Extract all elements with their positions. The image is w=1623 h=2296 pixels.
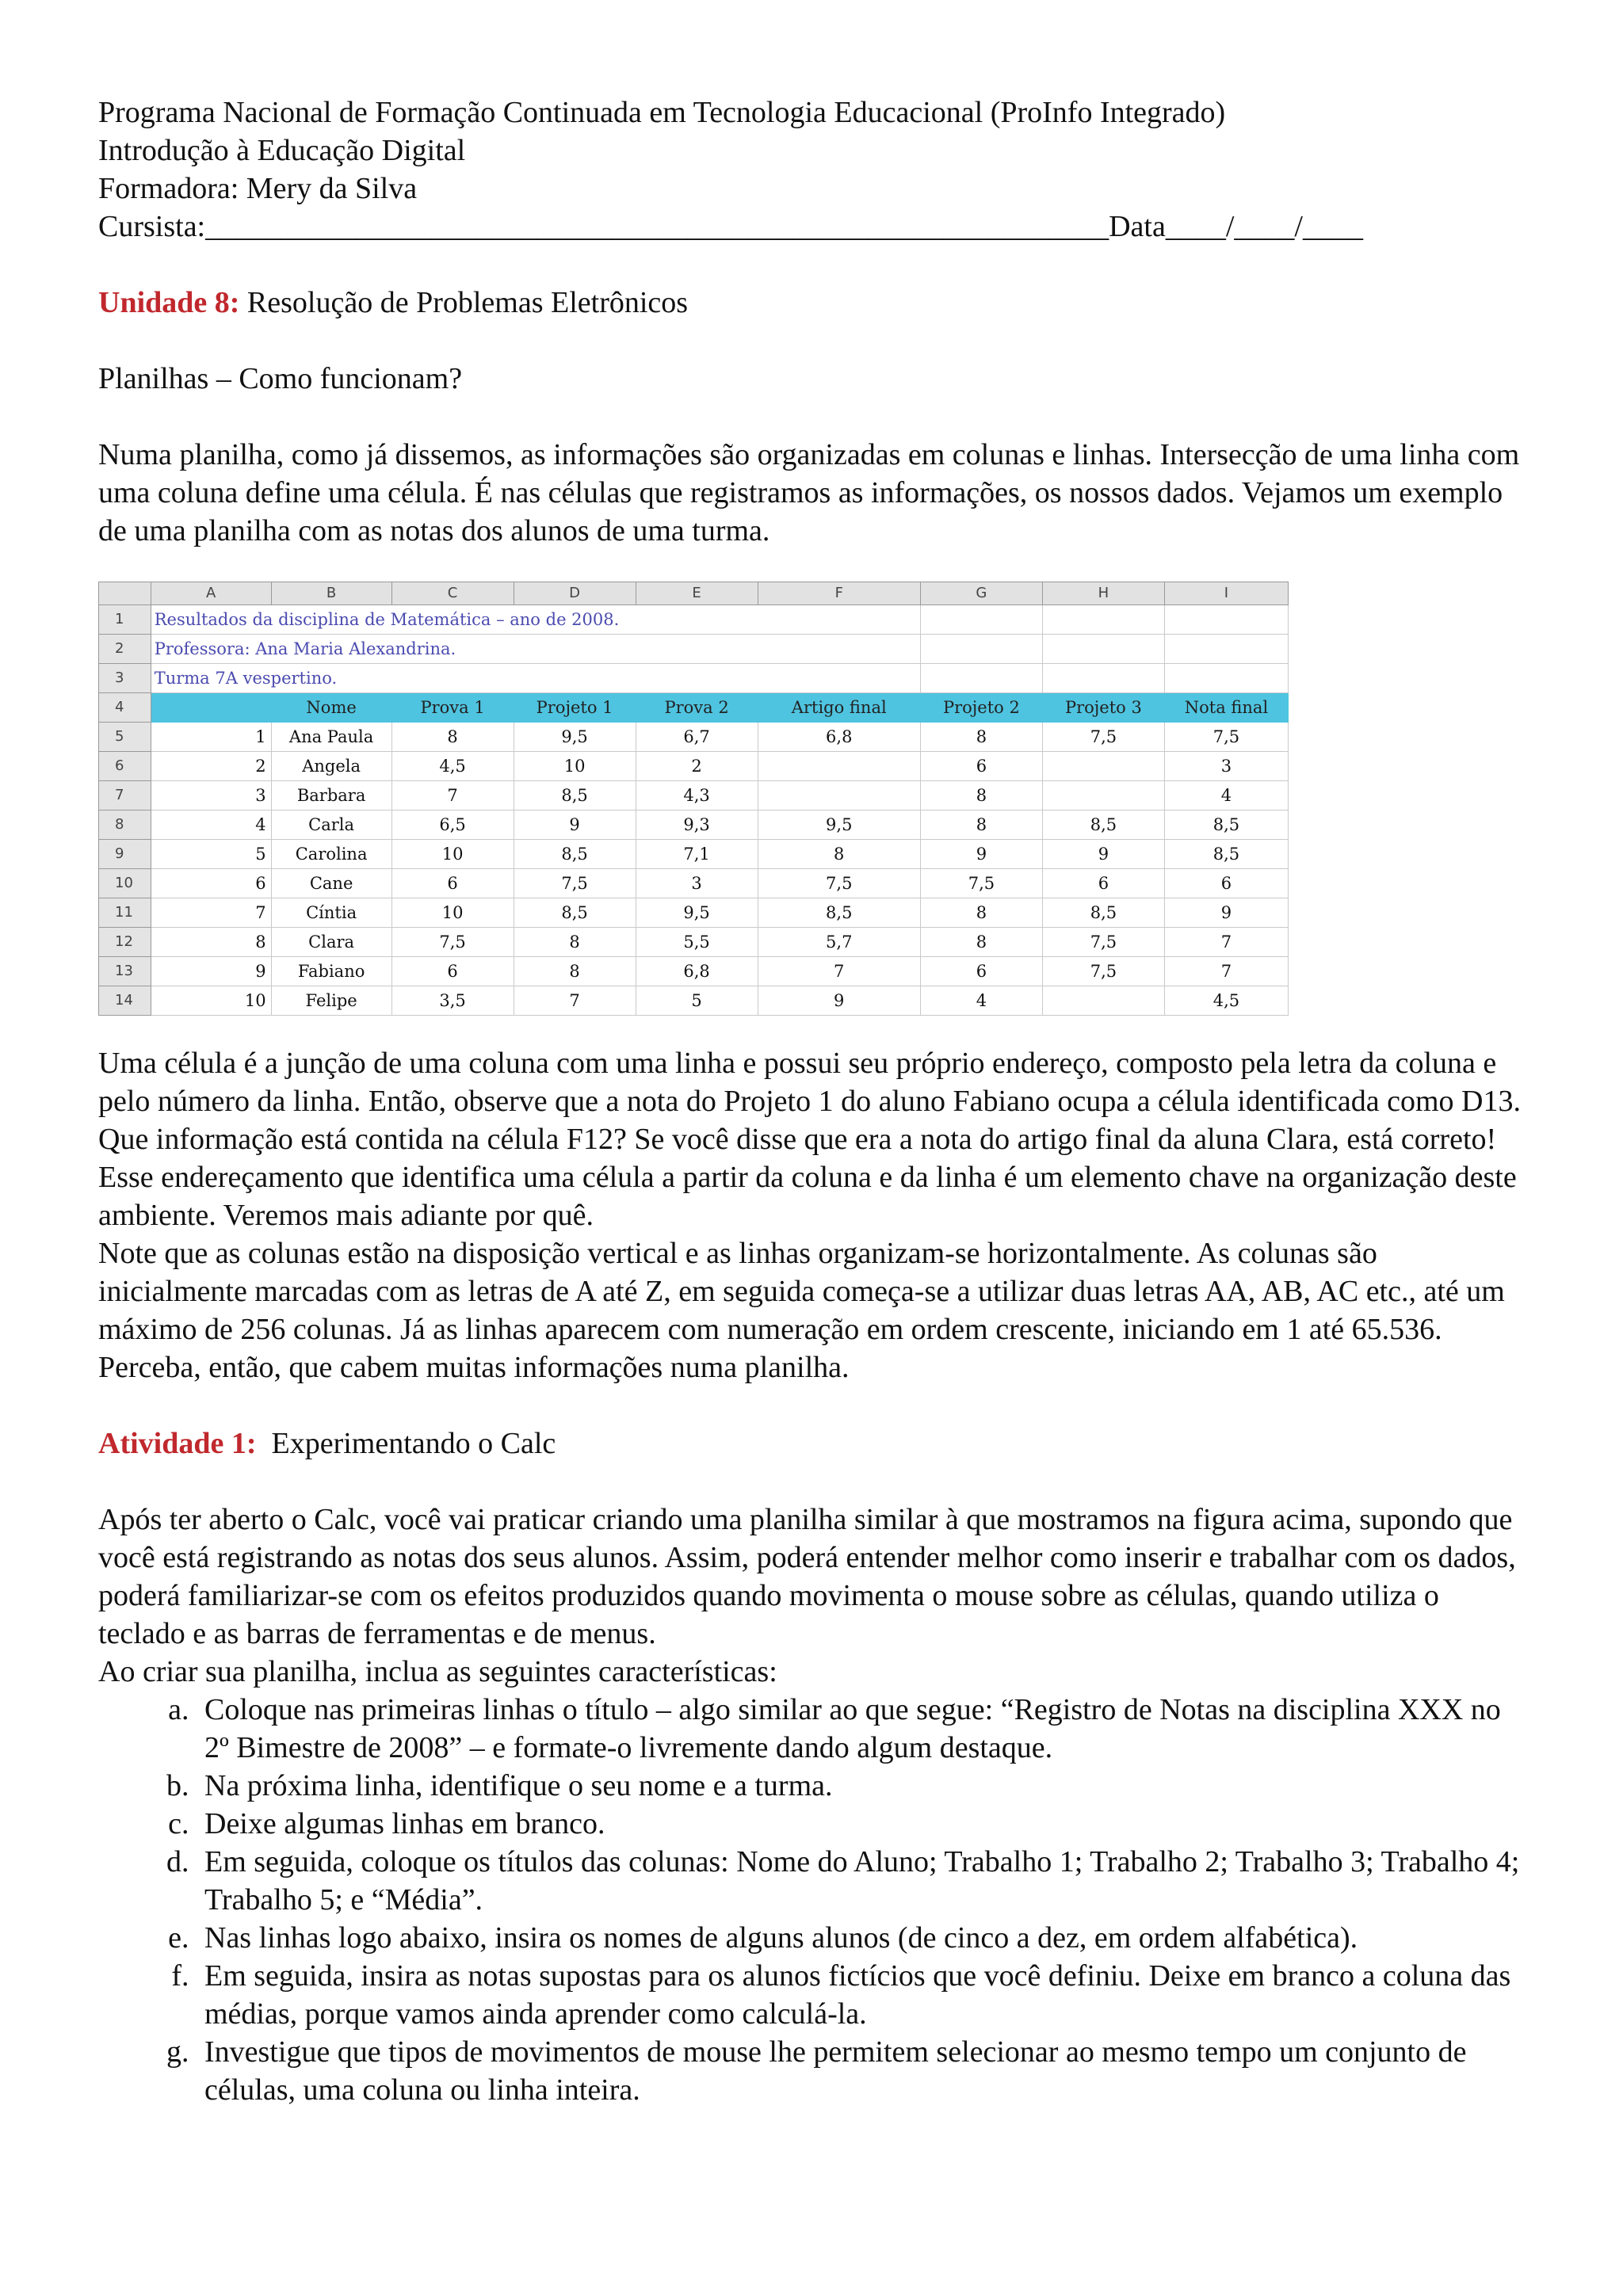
table-cell: 4	[151, 810, 271, 840]
column-letter: D	[514, 582, 636, 605]
table-row	[99, 986, 1289, 1016]
table-cell: 3,5	[391, 986, 514, 1016]
table-cell: 6,8	[758, 723, 920, 752]
empty-cell	[920, 664, 1042, 693]
activity-list	[98, 1691, 1525, 2109]
table-row	[99, 693, 1289, 723]
table-cell: 8	[920, 810, 1042, 840]
table-cell: 7,5	[514, 869, 636, 898]
table-cell: 8	[920, 898, 1042, 928]
column-letter: C	[391, 582, 514, 605]
table-cell	[1042, 781, 1164, 810]
table-cell: 10	[151, 986, 271, 1016]
table-row	[99, 664, 1289, 693]
row-number: 5	[99, 723, 151, 752]
student-name-cell: Cane	[271, 869, 391, 898]
student-name-cell: Ana Paula	[271, 723, 391, 752]
table-cell: 7,5	[1042, 928, 1164, 957]
header-program: Programa Nacional de Formação Continuada em Tecnologia Educacional (ProInfo Integrado)	[98, 96, 1226, 129]
table-row	[99, 605, 1289, 635]
table-cell: 9,5	[636, 898, 758, 928]
columns-rows-paragraph: Note que as colunas estão na disposição vertical e as linhas organizam-se horizontalmente. As colunas são inicialmente marcadas com as letras de A até Z, em seguida começa-se a utilizar duas letras AA, AB, AC etc., até um máximo de 256 colunas. Já as linhas aparecem com numeração em ordem crescente, iniciando em 1 até 65.536. Perceba, então, que cabem muitas informações numa planilha.	[98, 1237, 1505, 1384]
row-number: 12	[99, 928, 151, 957]
table-cell: 6,8	[636, 957, 758, 986]
table-cell: 8	[514, 928, 636, 957]
table-cell: 8	[758, 840, 920, 869]
table-cell: 9,3	[636, 810, 758, 840]
column-letter: H	[1042, 582, 1164, 605]
spreadsheet-table	[98, 582, 1289, 1016]
table-cell: 8	[920, 781, 1042, 810]
header-cell: Nota final	[1164, 693, 1288, 723]
table-cell: 5,5	[636, 928, 758, 957]
header-cell: Projeto 3	[1042, 693, 1164, 723]
table-row	[99, 957, 1289, 986]
table-cell: 7	[391, 781, 514, 810]
unit-heading	[98, 284, 1525, 322]
empty-cell	[920, 605, 1042, 635]
table-cell: 8,5	[1164, 840, 1288, 869]
row-number: 13	[99, 957, 151, 986]
table-cell: 8,5	[1042, 898, 1164, 928]
table-row	[99, 723, 1289, 752]
table-cell: 7,5	[1042, 957, 1164, 986]
header-cell	[151, 693, 271, 723]
table-cell: 9	[514, 810, 636, 840]
table-cell: 7	[514, 986, 636, 1016]
empty-cell	[1042, 664, 1164, 693]
table-cell: 8	[391, 723, 514, 752]
table-cell: 6	[920, 752, 1042, 781]
table-cell: 9	[920, 840, 1042, 869]
unit-label: Unidade 8:	[98, 286, 240, 319]
header-cell: Projeto 1	[514, 693, 636, 723]
sheet-info-text: Turma 7A vespertino.	[151, 664, 758, 693]
table-row	[99, 810, 1289, 840]
table-cell	[758, 781, 920, 810]
header-trainer: Formadora: Mery da Silva	[98, 172, 418, 205]
table-cell: 10	[391, 840, 514, 869]
table-cell: 8,5	[514, 898, 636, 928]
table-row	[99, 928, 1289, 957]
table-cell: 7,5	[758, 869, 920, 898]
row-number: 2	[99, 635, 151, 664]
table-row	[99, 898, 1289, 928]
table-cell: 8	[514, 957, 636, 986]
student-name-cell: Felipe	[271, 986, 391, 1016]
empty-cell	[758, 605, 920, 635]
column-letter: B	[271, 582, 391, 605]
empty-cell	[1164, 605, 1288, 635]
table-cell: 4,5	[1164, 986, 1288, 1016]
cell-address-paragraph: Uma célula é a junção de uma coluna com uma linha e possui seu próprio endereço, composto pela letra da coluna e pelo número da linha. Então, observe que a nota do Projeto 1 do aluno Fabiano ocupa a célula identificada como D13.	[98, 1047, 1521, 1118]
table-cell: 6,5	[391, 810, 514, 840]
column-letter: E	[636, 582, 758, 605]
row-number: 9	[99, 840, 151, 869]
table-cell: 1	[151, 723, 271, 752]
corner-cell	[99, 582, 151, 605]
table-cell: 4	[1164, 781, 1288, 810]
table-cell: 8,5	[1164, 810, 1288, 840]
table-cell: 8	[151, 928, 271, 957]
student-name-cell: Barbara	[271, 781, 391, 810]
table-cell: 5,7	[758, 928, 920, 957]
table-cell: 3	[1164, 752, 1288, 781]
table-cell: 9,5	[514, 723, 636, 752]
activity-title: Experimentando o Calc	[256, 1427, 556, 1460]
table-row	[99, 781, 1289, 810]
table-cell: 7	[1164, 928, 1288, 957]
table-cell: 7,5	[1164, 723, 1288, 752]
table-cell: 7,5	[920, 869, 1042, 898]
table-cell: 7,1	[636, 840, 758, 869]
row-number: 3	[99, 664, 151, 693]
table-cell: 9	[1164, 898, 1288, 928]
student-name-cell: Carla	[271, 810, 391, 840]
column-letter: A	[151, 582, 271, 605]
empty-cell	[1164, 635, 1288, 664]
table-cell: 9,5	[758, 810, 920, 840]
table-cell: 8,5	[514, 840, 636, 869]
row-number: 4	[99, 693, 151, 723]
header-cell: Prova 1	[391, 693, 514, 723]
empty-cell	[1042, 605, 1164, 635]
table-cell: 7,5	[1042, 723, 1164, 752]
column-letter: I	[1164, 582, 1288, 605]
table-cell: 7	[151, 898, 271, 928]
activity-intro-paragraph: Após ter aberto o Calc, você vai praticar criando uma planilha similar à que mostramos na figura acima, supondo que você está registrando as notas dos seus alunos. Assim, poderá entender melhor como inserir e trabalhar com os dados, poderá familiarizar-se com os efeitos produzidos quando movimenta o mouse sobre as células, quando utiliza o teclado e as barras de ferramentas e de menus.	[98, 1503, 1516, 1650]
row-number: 1	[99, 605, 151, 635]
sheet-info-text: Resultados da disciplina de Matemática – ano de 2008.	[151, 605, 758, 635]
table-cell: 4,3	[636, 781, 758, 810]
intro-paragraph: Numa planilha, como já dissemos, as informações são organizadas em colunas e linhas. Intersecção de uma linha com uma coluna define uma célula. É nas células que registramos as informações, os nossos dados. Vejamos um exemplo de uma planilha com as notas dos alunos de uma turma.	[98, 438, 1520, 547]
table-cell: 2	[636, 752, 758, 781]
activity-label: Atividade 1:	[98, 1427, 257, 1460]
list-item: c. Deixe algumas linhas em branco.	[197, 1805, 1525, 1843]
table-cell: 6,7	[636, 723, 758, 752]
section-title: Planilhas – Como funcionam?	[98, 362, 463, 395]
table-cell: 9	[1042, 840, 1164, 869]
student-name-cell: Cíntia	[271, 898, 391, 928]
header-cell: Nome	[271, 693, 391, 723]
table-cell: 6	[920, 957, 1042, 986]
row-number: 6	[99, 752, 151, 781]
list-item: a. Coloque nas primeiras linhas o título – algo similar ao que segue: “Registro de Notas na disciplina XXX no 2º Bimestre de 2008” – e formate-o livremente dando algum destaque.	[197, 1691, 1525, 1767]
student-name-cell: Clara	[271, 928, 391, 957]
header-course: Introdução à Educação Digital	[98, 134, 466, 167]
header-cell: Projeto 2	[920, 693, 1042, 723]
table-cell: 9	[151, 957, 271, 986]
empty-cell	[758, 635, 920, 664]
row-number: 7	[99, 781, 151, 810]
unit-title: Resolução de Problemas Eletrônicos	[239, 286, 689, 319]
table-cell: 4	[920, 986, 1042, 1016]
spreadsheet-figure	[98, 582, 1289, 1009]
table-row	[99, 869, 1289, 898]
row-number: 11	[99, 898, 151, 928]
table-cell: 6	[1164, 869, 1288, 898]
table-cell: 8	[920, 928, 1042, 957]
row-number: 8	[99, 810, 151, 840]
table-cell: 8	[920, 723, 1042, 752]
student-name-cell: Carolina	[271, 840, 391, 869]
activity-lead: Ao criar sua planilha, inclua as seguintes características:	[98, 1655, 777, 1688]
table-cell: 6	[391, 957, 514, 986]
column-letter: G	[920, 582, 1042, 605]
document-body	[98, 93, 1525, 2109]
sheet-info-text: Professora: Ana Maria Alexandrina.	[151, 635, 758, 664]
table-cell: 7	[758, 957, 920, 986]
empty-cell	[1042, 635, 1164, 664]
row-number: 10	[99, 869, 151, 898]
table-row	[99, 840, 1289, 869]
table-cell: 9	[758, 986, 920, 1016]
table-cell: 8,5	[514, 781, 636, 810]
header-student-date: Cursista:____________________________________________________________Data____/____/____	[98, 210, 1363, 243]
table-cell	[1042, 986, 1164, 1016]
table-cell: 2	[151, 752, 271, 781]
table-cell: 6	[1042, 869, 1164, 898]
list-item: d. Em seguida, coloque os títulos das colunas: Nome do Aluno; Trabalho 1; Trabalho 2; Trabalho 3; Trabalho 4; Trabalho 5; e “Média”.	[197, 1843, 1525, 1919]
column-header-row	[99, 582, 1289, 605]
student-name-cell: Fabiano	[271, 957, 391, 986]
header-cell: Prova 2	[636, 693, 758, 723]
table-cell: 4,5	[391, 752, 514, 781]
empty-cell	[920, 635, 1042, 664]
column-letter: F	[758, 582, 920, 605]
list-item: f. Em seguida, insira as notas supostas para os alunos fictícios que você definiu. Deixe em branco a coluna das médias, porque vamos ainda aprender como calculá-la.	[197, 1957, 1525, 2033]
table-cell: 5	[636, 986, 758, 1016]
table-cell: 3	[636, 869, 758, 898]
table-cell: 6	[151, 869, 271, 898]
list-item: g. Investigue que tipos de movimentos de mouse lhe permitem selecionar ao mesmo tempo um conjunto de células, uma coluna ou linha inteira.	[197, 2033, 1525, 2109]
student-name-cell: Angela	[271, 752, 391, 781]
table-cell	[1042, 752, 1164, 781]
list-item: e. Nas linhas logo abaixo, insira os nomes de alguns alunos (de cinco a dez, em ordem alfabética).	[197, 1919, 1525, 1957]
table-cell: 8,5	[758, 898, 920, 928]
table-cell: 3	[151, 781, 271, 810]
table-cell	[758, 752, 920, 781]
table-row	[99, 752, 1289, 781]
header-cell: Artigo final	[758, 693, 920, 723]
activity-heading	[98, 1425, 1525, 1463]
table-cell: 8,5	[1042, 810, 1164, 840]
table-cell: 6	[391, 869, 514, 898]
table-cell: 10	[514, 752, 636, 781]
empty-cell	[1164, 664, 1288, 693]
table-cell: 7,5	[391, 928, 514, 957]
table-cell: 5	[151, 840, 271, 869]
row-number: 14	[99, 986, 151, 1016]
empty-cell	[758, 664, 920, 693]
table-row	[99, 635, 1289, 664]
table-cell: 10	[391, 898, 514, 928]
list-item: b. Na próxima linha, identifique o seu nome e a turma.	[197, 1767, 1525, 1805]
table-cell: 7	[1164, 957, 1288, 986]
cell-question-paragraph: Que informação está contida na célula F12? Se você disse que era a nota do artigo final da aluna Clara, está correto! Esse endereçamento que identifica uma célula a partir da coluna e da linha é um elemento chave na organização deste ambiente. Veremos mais adiante por quê.	[98, 1123, 1517, 1232]
